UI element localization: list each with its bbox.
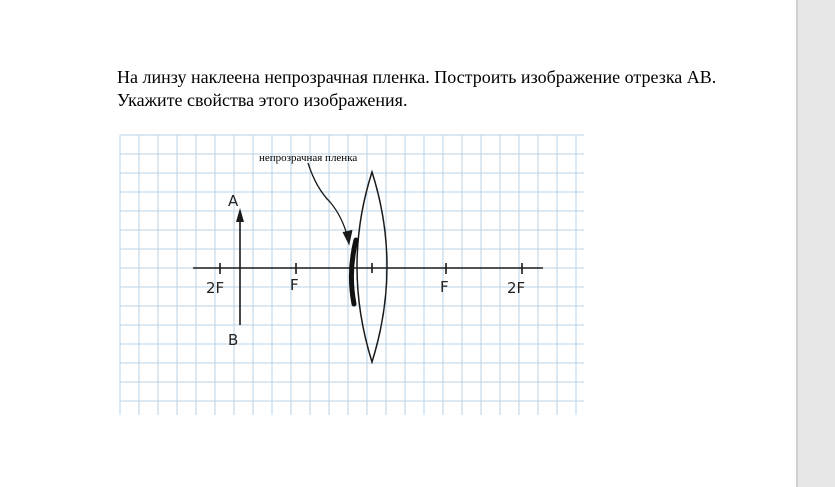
label-f-left: F — [290, 276, 299, 294]
label-2f-right: 2F — [507, 279, 526, 297]
label-b: B — [228, 331, 239, 349]
film-label: непрозрачная пленка — [259, 152, 358, 164]
opaque-film — [351, 240, 356, 304]
window-gutter — [798, 0, 835, 487]
label-f-right: F — [440, 278, 449, 296]
task-line-1: На линзу наклеена непрозрачная пленка. Построить изображение отрезка AB. — [117, 67, 717, 87]
label-a: A — [228, 192, 239, 210]
film-pointer-arrowhead — [343, 230, 352, 244]
label-2f-left: 2F — [206, 279, 225, 297]
task-line-2: Укажите свойства этого изображения. — [117, 90, 408, 110]
film-pointer-arrow — [308, 163, 348, 238]
object-arrowhead — [236, 208, 244, 222]
